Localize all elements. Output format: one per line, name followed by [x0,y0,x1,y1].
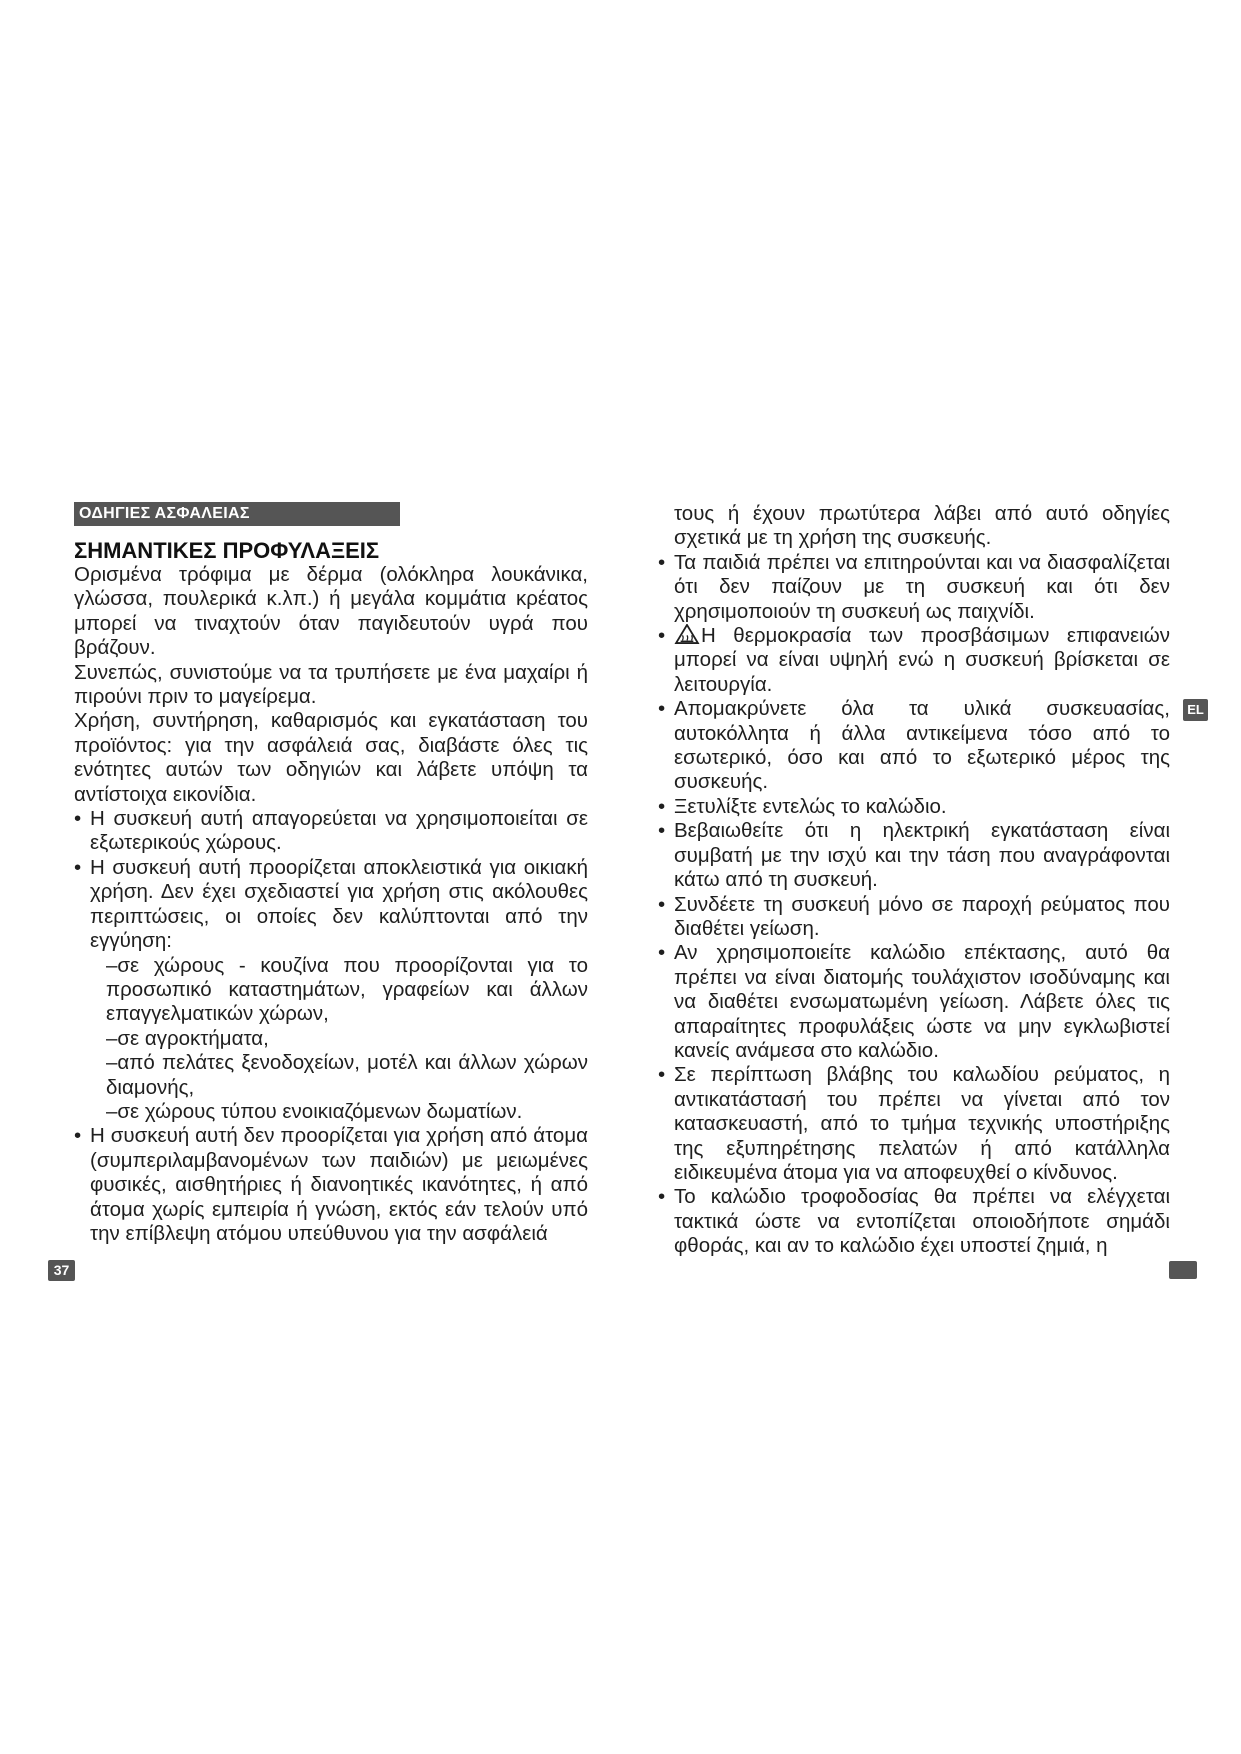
section-label: ΟΔΗΓΙΕΣ ΑΣΦΑΛΕΙΑΣ [74,502,400,526]
left-column [74,563,588,1246]
list-item: • Βεβαιωθείτε ότι η ηλεκτρική εγκατάσταση είναι συμβατή με την ισχύ και την τάση που αναγράφονται κάτω από τη συσκευή. [658,819,1170,892]
list-item: • Ξετυλίξτε εντελώς το καλώδιο. [658,795,1170,819]
page-number: 37 [48,1260,75,1281]
paragraph-use-maintenance: Χρήση, συντήρηση, καθαρισμός και εγκατάσταση του προϊόντος: για την ασφάλειά σας, διαβάστε όλες τις ενότητες αυτών των οδηγιών και λάβετε υπόψη τα αντίστοιχα εικονίδια. [74,709,588,806]
list-item: • Αν χρησιμοποιείτε καλώδιο επέκτασης, αυτό θα πρέπει να είναι διατομής τουλάχιστον ισοδύναμης και να διαθέτει ενσωματωμένη γείωση. Λάβετε όλες τις απαραίτητες προφυλάξεις ώστε να μην εγκλωβιστεί κανείς ανάμεσα στο καλώδιο. [658,941,1170,1063]
list-item: • Απομακρύνετε όλα τα υλικά συσκευασίας, αυτοκόλλητα ή άλλα αντικείμενα τόσο από το εσωτερικό, όσο και από το εξωτερικό μέρος της συσκευής. [658,697,1170,795]
list-item: • Σε περίπτωση βλάβης του καλωδίου ρεύματος, η αντικατάστασή του πρέπει να γίνεται από τον κατασκευαστή, από το τμήμα τεχνικής υποστήριξης της εξυπηρέτησης πελατών ή από κατάλληλα ειδικευμένα άτομα για να αποφευχθεί ο κίνδυνος. [658,1063,1170,1185]
list-item: • Η συσκευή αυτή απαγορεύεται να χρησιμοποιείται σε εξωτερικούς χώρους. [74,807,588,856]
list-item: • Τα παιδιά πρέπει να επιτηρούνται και να διασφαλίζεται ότι δεν παίζουν με τη συσκευή και ότι δεν χρησιμοποιούν τη συσκευή ως παιχνίδι. [658,551,1170,624]
sub-item: –σε χώρους τύπου ενοικιαζόμενων δωματίων. [106,1099,523,1123]
list-item: • Το καλώδιο τροφοδοσίας θα πρέπει να ελέγχεται τακτικά ώστε να εντοπίζεται οποιοδήποτε σημάδι φθοράς, και αν το καλώδιο έχει υποστεί ζημιά, η [658,1185,1170,1258]
continued-text: τους ή έχουν πρωτύτερα λάβει από αυτό οδηγίες σχετικά με τη χρήση της συσκευής. [674,502,1170,550]
list-item: • Συνδέετε τη συσκευή μόνο σε παροχή ρεύματος που διαθέτει γείωση. [658,893,1170,942]
sub-item: –σε αγροκτήματα, [106,1026,269,1050]
right-column [658,502,1170,1259]
page-heading: ΣΗΜΑΝΤΙΚΕΣ ΠΡΟΦΥΛΑΞΕΙΣ [74,538,380,563]
continuation-tab [1169,1261,1197,1279]
list-item-hot-surface [658,624,1170,697]
paragraph-pierce: Συνεπώς, συνιστούμε να τα τρυπήσετε με ένα μαχαίρι ή πιρούνι πριν το μαγείρεμα. [74,660,588,709]
paragraph-skin-foods: Ορισμένα τρόφιμα με δέρμα (ολόκληρα λουκάνικα, γλώσσα, πουλερικά κ.λπ.) ή μεγάλα κομμάτια κρέατος μπορεί να τιναχτούν όταν παγιδευτούν υγρά που βράζουν. [74,563,588,660]
sub-item: –σε χώρους - κουζίνα που προορίζονται για το προσωπικό καταστημάτων, γραφείων και άλλων επαγγελματικών χώρων, [106,953,588,1026]
list-item: • Η συσκευή αυτή δεν προορίζεται για χρήση από άτομα (συμπεριλαμβανομένων των παιδιών) με μειωμένες φυσικές, αισθητήριες ή διανοητικές ικανότητες, ή από άτομα χωρίς εμπειρία ή γνώση, εκτός εάν τελούν υπό την επίβλεψη ατόμου υπεύθυνου για την ασφάλειά [74,1124,588,1246]
left-bullet-list [74,807,588,1246]
hot-surface-warning-icon [674,624,700,644]
hot-surface-text: Η θερμοκρασία των προσβάσιμων επιφανειών μπορεί να είναι υψηλή ενώ η συσκευή βρίσκεται σε λειτουργία. [674,624,1170,696]
right-bullet-list [658,551,1170,1259]
list-item: • Η συσκευή αυτή προορίζεται αποκλειστικά για οικιακή χρήση. Δεν έχει σχεδιαστεί για χρήση στις ακόλουθες περιπτώσεις, οι οποίες δεν καλύπτονται από την εγγύηση: [74,856,588,954]
language-tab: EL [1183,699,1208,721]
sub-item: –από πελάτες ξενοδοχείων, μοτέλ και άλλων χώρων διαμονής, [106,1051,588,1099]
